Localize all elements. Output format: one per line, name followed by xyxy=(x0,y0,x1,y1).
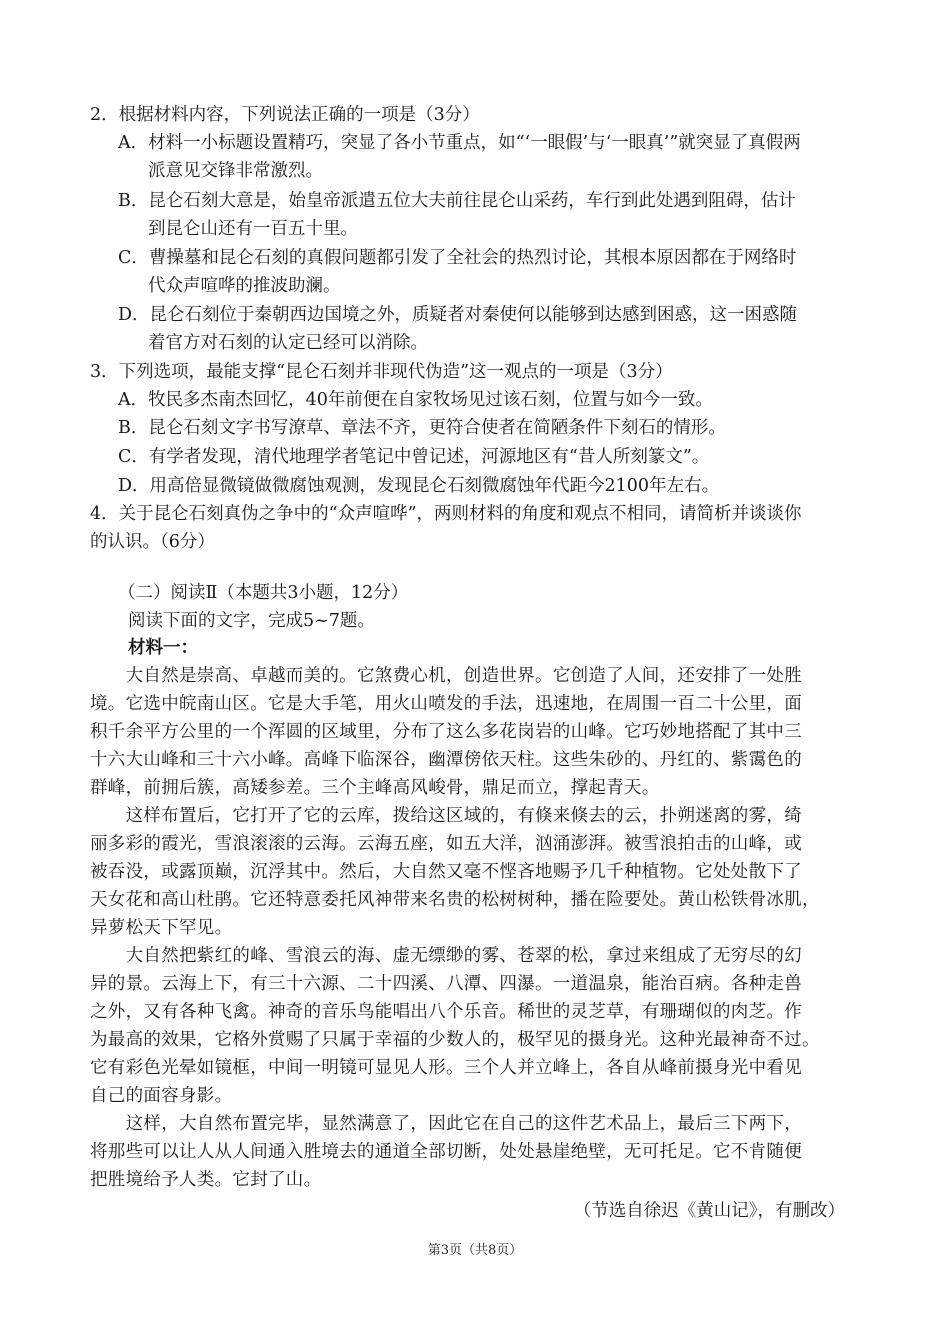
option-letter: B． xyxy=(118,191,149,211)
question-number: 2． xyxy=(90,105,119,125)
q2-option-c-line2: 代众声喧哗的推波助澜。 xyxy=(148,276,341,296)
material-label: 材料一： xyxy=(128,638,198,658)
passage-line: 大自然把紫红的峰、雪浪云的海、虚无缥缈的雾、苍翠的松，拿过来组成了无穷尽的幻 xyxy=(90,946,802,966)
passage-line: 把胜境给予人类。它封了山。 xyxy=(90,1170,322,1190)
passage-line: 异的景。云海上下，有三十六源、二十四溪、八潭、四瀑。一道温泉，能治百病。各种走兽 xyxy=(90,974,802,994)
passage-line: 这样布置后，它打开了它的云库，拨给这区域的，有倏来倏去的云，扑朔迷离的雾，绮 xyxy=(90,806,802,826)
q2-option-a-line1 xyxy=(118,132,801,154)
passage-line: 积千余平方公里的一个浑圆的区域里，分布了这么多花岗岩的山峰。它巧妙地搭配了其中三 xyxy=(90,722,802,742)
question-4-line1: 4．关于昆仑石刻真伪之争中的“众声喧哗”，两则材料的角度和观点不相同，请简析并谈谈你 xyxy=(90,504,802,524)
passage-line: 境。它选中皖南山区。它是大手笔，用火山喷发的手法，迅速地，在周围一百二十公里，面 xyxy=(90,694,802,714)
passage-line: 大自然是崇高、卓越而美的。它煞费心机，创造世界。它创造了人间，还安排了一处胜 xyxy=(90,666,802,686)
question-text: 根据材料内容，下列说法正确的一项是（3分） xyxy=(118,105,480,125)
option-letter: C． xyxy=(118,248,149,268)
page-footer: 第3页（共8页） xyxy=(427,1243,523,1258)
q3-option-c: C．有学者发现，清代地理学者笔记中曾记述，河源地区有“昔人所刻篆文”。 xyxy=(118,447,710,467)
passage-line: 为最高的效果，它格外赏赐了只属于幸福的少数人的，极罕见的摄身光。这种光最神奇不过。 xyxy=(90,1030,820,1050)
question-4-line2: 的认识。（6分） xyxy=(90,532,215,552)
q2-option-d-line1 xyxy=(118,304,797,326)
option-text: 曹操墓和昆仑石刻的真假问题都引发了全社会的热烈讨论，其根本原因都在于网络时 xyxy=(148,248,797,268)
passage-line: 被吞没，或露顶巅，沉浮其中。然后，大自然又毫不悭吝地赐予几千种植物。它处处散下了 xyxy=(90,862,802,882)
q2-option-a-line2: 派意见交锋非常激烈。 xyxy=(148,161,323,181)
option-text: 昆仑石刻位于秦朝西边国境之外，质疑者对秦使何以能够到达感到困惑，这一困惑随 xyxy=(149,305,798,325)
question-2-stem xyxy=(90,104,480,126)
passage-line: 异萝松天下罕见。 xyxy=(90,918,233,938)
passage-line: 十六大山峰和三十六小峰。高峰下临深谷，幽潭傍依天柱。这些朱砂的、丹红的、紫霭色的 xyxy=(90,750,802,770)
option-text: 昆仑石刻大意是，始皇帝派遣五位大夫前往昆仑山采药，车行到此处遇到阻碍，估计 xyxy=(148,191,796,211)
option-text: 材料一小标题设置精巧，突显了各小节重点，如“‘一眼假’与‘一眼真’”就突显了真假两 xyxy=(148,133,801,153)
passage-line: 天女花和高山杜鹃。它还特意委托风神带来名贵的松树树种，播在险要处。黄山松铁骨冰肌， xyxy=(90,890,820,910)
passage-line: 将那些可以让人从人间通入胜境去的通道全部切断，处处悬崖绝壁，无可托足。它不肯随便 xyxy=(90,1142,802,1162)
q2-option-b-line1 xyxy=(118,190,796,212)
passage-line: 丽多彩的霞光，雪浪滚滚的云海。云海五座，如五大洋，汹涌澎湃。被雪浪拍击的山峰，或 xyxy=(90,834,802,854)
option-letter: D． xyxy=(118,305,150,325)
q3-option-d: D．用高倍显微镜做微腐蚀观测，发现昆仑石刻微腐蚀年代距今2100年左右。 xyxy=(118,476,720,496)
passage-line: 自己的面容身影。 xyxy=(90,1086,233,1106)
passage-line: 这样，大自然布置完毕，显然满意了，因此它在自己的这件艺术品上，最后三下两下， xyxy=(90,1114,802,1134)
question-3-stem: 3．下列选项，最能支撑“昆仑石刻并非现代伪造”这一观点的一项是（3分） xyxy=(90,362,673,382)
q3-option-b: B．昆仑石刻文字书写潦草、章法不齐，更符合使者在简陋条件下刻石的情形。 xyxy=(118,418,726,438)
q3-option-a: A．牧民多杰南杰回忆，40年前便在自家牧场见过该石刻，位置与如今一致。 xyxy=(118,390,713,410)
q2-option-c-line1 xyxy=(118,247,796,269)
option-letter: A． xyxy=(118,133,149,153)
q2-option-d-line2: 着官方对石刻的认定已经可以消除。 xyxy=(148,333,428,353)
section-heading: （二）阅读Ⅱ（本题共3小题，12分） xyxy=(118,583,409,603)
reading-instruction: 阅读下面的文字，完成5~7题。 xyxy=(128,611,375,631)
passage-line: 它有彩色光晕如镜框，中间一明镜可显见人形。三个人并立峰上，各自从峰前摄身光中看见 xyxy=(90,1058,802,1078)
passage-source: （节选自徐迟《黄山记》，有删改） xyxy=(573,1201,845,1221)
passage-line: 群峰，前拥后簇，高矮参差。三个主峰高风峻骨，鼎足而立，撑起青天。 xyxy=(90,778,660,798)
q2-option-b-line2: 到昆仑山还有一百五十里。 xyxy=(148,219,358,239)
passage-line: 之外，又有各种飞禽。神奇的音乐鸟能唱出八个乐音。稀世的灵芝草，有珊瑚似的肉芝。作 xyxy=(90,1002,802,1022)
